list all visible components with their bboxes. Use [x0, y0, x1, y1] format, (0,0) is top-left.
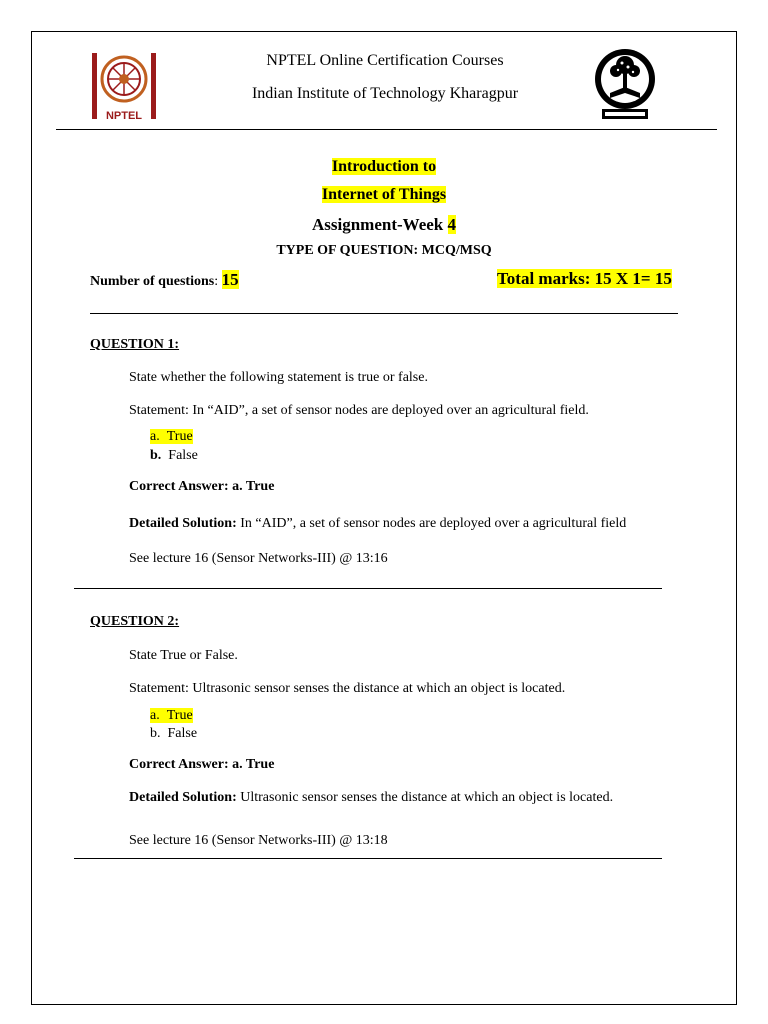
question-1-reference: See lecture 16 (Sensor Networks-III) @ 13:16 — [129, 551, 388, 566]
course-title-line1: Introduction to — [331, 158, 437, 175]
iit-kharagpur-seal — [592, 43, 658, 123]
question-2-divider — [74, 858, 662, 859]
header-line1: NPTEL Online Certification Courses — [266, 52, 504, 69]
question-1-detailed-solution: Detailed Solution: In “AID”, a set of sensor nodes are deployed over a agricultural field — [129, 516, 627, 531]
question-2-correct-answer: Correct Answer: a. True — [129, 757, 275, 772]
question-2-heading: QUESTION 2: — [90, 614, 180, 629]
summary-divider — [90, 313, 678, 314]
question-1-heading: QUESTION 1: — [90, 337, 180, 352]
question-1-statement: Statement: In “AID”, a set of sensor nodes are deployed over an agricultural field. — [129, 403, 589, 418]
question-2-option-a: a. True — [150, 708, 193, 723]
question-1-option-a: a. True — [150, 429, 193, 444]
question-1-prompt: State whether the following statement is true or false. — [129, 370, 428, 385]
question-type: TYPE OF QUESTION: MCQ/MSQ — [276, 243, 492, 258]
header-divider — [56, 129, 717, 130]
question-2-prompt: State True or False. — [129, 648, 238, 663]
question-1-correct-answer: Correct Answer: a. True — [129, 479, 275, 494]
question-1-option-b: b. False — [150, 448, 198, 463]
question-2-option-b: b. False — [150, 726, 198, 741]
question-2-statement: Statement: Ultrasonic sensor senses the distance at which an object is located. — [129, 681, 566, 696]
assignment-week: Assignment-Week 4 — [311, 215, 457, 234]
course-title-line2: Internet of Things — [321, 186, 447, 203]
total-marks: Total marks: 15 X 1= 15 — [497, 269, 672, 288]
svg-text:NPTEL: NPTEL — [105, 110, 143, 122]
question-2-reference: See lecture 16 (Sensor Networks-III) @ 13:18 — [129, 833, 388, 848]
nptel-logo — [90, 51, 158, 123]
question-2-detailed-solution: Detailed Solution: Ultrasonic sensor senses the distance at which an object is located. — [129, 790, 614, 805]
number-of-questions: Number of questions: 15 — [90, 270, 239, 289]
header-line2: Indian Institute of Technology Kharagpur — [251, 85, 519, 102]
question-1-divider — [74, 588, 662, 589]
